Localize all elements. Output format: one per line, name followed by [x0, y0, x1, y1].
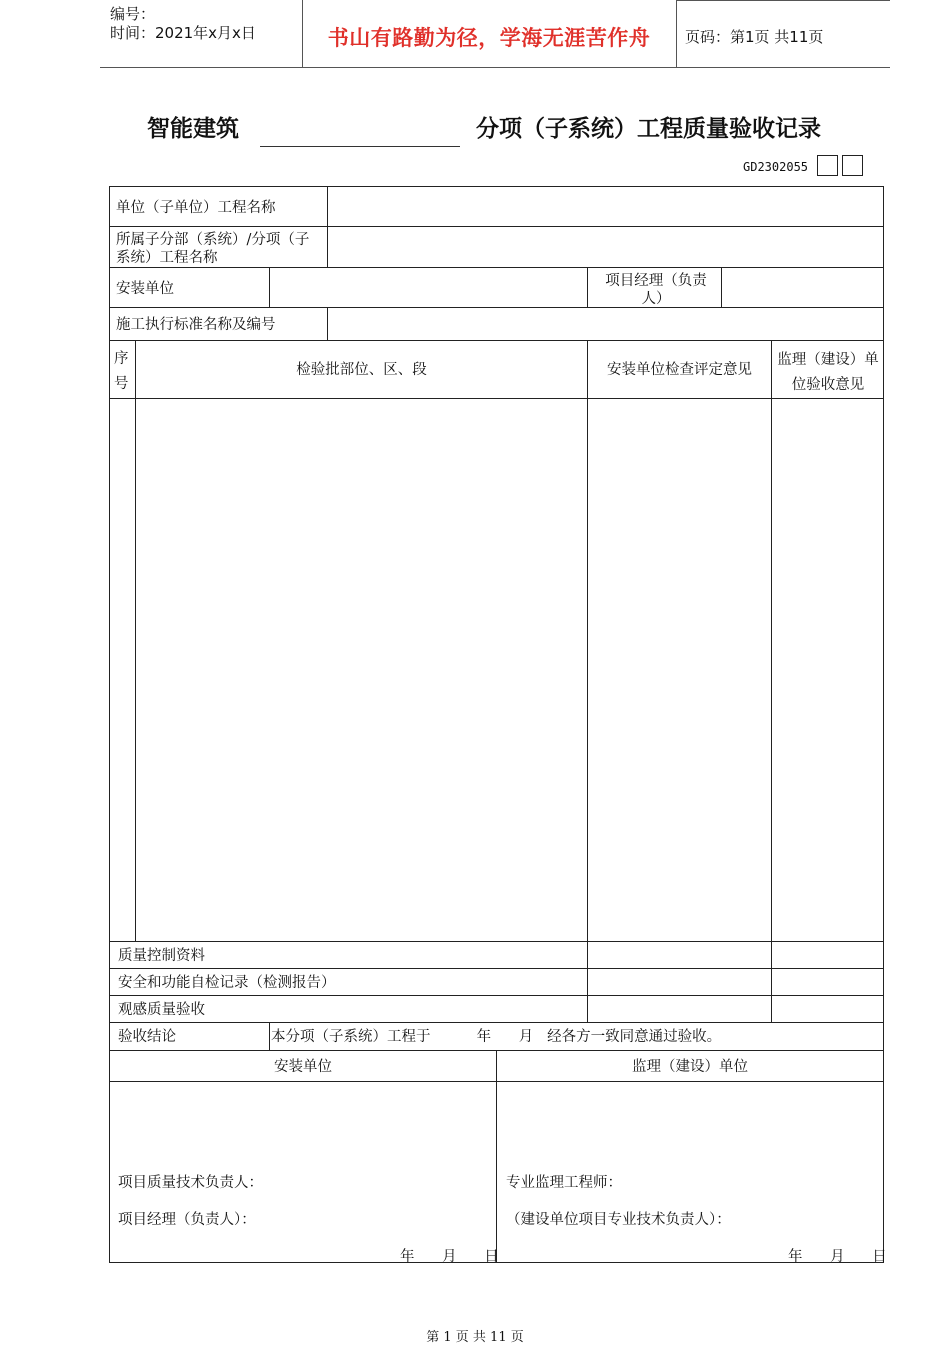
row-rule	[109, 1022, 884, 1023]
col-rule	[771, 340, 772, 1022]
col-rule	[587, 340, 588, 1022]
date-right: 年 月 日	[788, 1249, 887, 1265]
code-box-2[interactable]	[842, 155, 863, 176]
form-code: GD2302055	[743, 160, 809, 174]
install-unit-field[interactable]	[270, 268, 587, 307]
page-info: 页码：第1页 共11页	[685, 28, 824, 46]
code-box-1[interactable]	[817, 155, 838, 176]
row-rule	[109, 941, 884, 942]
number-label: 编号：	[110, 5, 156, 23]
header-top-rule	[676, 0, 890, 1]
install-unit-label: 安装单位	[116, 281, 174, 297]
sign-install-unit-header: 安装单位	[274, 1059, 332, 1075]
project-manager-sign-label: 项目经理（负责人）：	[118, 1212, 256, 1228]
supervising-engineer-label: 专业监理工程师：	[506, 1175, 622, 1191]
batch-entries-area[interactable]	[136, 399, 587, 941]
safety-records-label: 安全和功能自检记录（检测报告）	[118, 975, 336, 991]
table-border-left	[109, 186, 110, 1262]
title-prefix: 智能建筑	[147, 116, 239, 142]
quality-docs-label: 质量控制资料	[118, 948, 205, 964]
owner-tech-lead-label: （建设单位项目专业技术负责人）：	[506, 1212, 731, 1228]
row-rule	[109, 995, 884, 996]
header-rule	[100, 67, 890, 68]
time-label: 时间：2021年x月x日	[110, 24, 256, 42]
title-blank-line	[260, 146, 460, 147]
project-manager-field[interactable]	[722, 268, 883, 307]
sub-project-name-field[interactable]	[328, 227, 883, 267]
row-rule	[109, 968, 884, 969]
unit-project-name-field[interactable]	[328, 187, 883, 226]
standard-name-label: 施工执行标准名称及编号	[116, 317, 276, 333]
standard-name-field[interactable]	[328, 308, 883, 340]
sub-project-name-label: 所属子分部（系统）/分项（子系统）工程名称	[116, 232, 310, 266]
quality-tech-lead-label: 项目质量技术负责人：	[118, 1175, 263, 1191]
row-rule	[109, 340, 884, 341]
col-batch-header: 检验批部位、区、段	[296, 362, 427, 378]
project-manager-label: 项目经理（负责人）	[605, 273, 707, 307]
appearance-label: 观感质量验收	[118, 1002, 205, 1018]
sign-supervision-unit-header: 监理（建设）单位	[632, 1059, 748, 1075]
table-border-right	[883, 186, 884, 1262]
conclusion-text: 本分项（子系统）工程于 年 月 经各方一致同意通过验收。	[271, 1029, 722, 1045]
col-rule	[587, 267, 588, 307]
col-install-opinion-header: 安装单位检查评定意见	[607, 362, 752, 378]
header-divider-right	[676, 0, 677, 67]
col-rule	[496, 1050, 497, 1262]
col-rule	[269, 1022, 270, 1050]
date-left: 年 月 日	[400, 1249, 499, 1265]
conclusion-label: 验收结论	[118, 1029, 176, 1045]
col-seq-header: 序号	[114, 351, 129, 392]
col-supervision-opinion-header: 监理（建设）单位验收意见	[777, 352, 879, 393]
page-footer: 第 1 页 共 11 页	[426, 1330, 524, 1345]
motto-text: 书山有路勤为径，学海无涯苦作舟	[327, 26, 651, 50]
unit-project-name-label: 单位（子单位）工程名称	[116, 200, 276, 216]
title-suffix: 分项（子系统）工程质量验收记录	[476, 116, 821, 142]
